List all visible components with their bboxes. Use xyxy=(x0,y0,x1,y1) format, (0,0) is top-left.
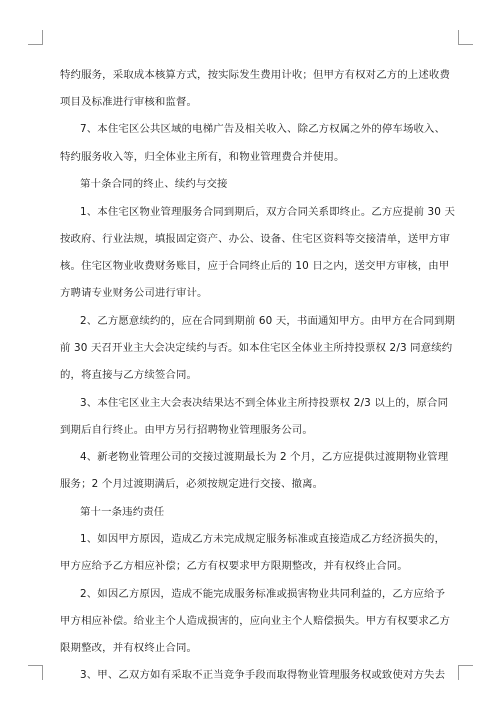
text-line: 4、新老物业管理公司的交接过渡期最长为 2 个月，乙方应提供过渡期物业管理 xyxy=(80,451,449,463)
text-line: 3、本住宅区业主大会表决结果达不到全体业主所持投票权 2/3 以上的，原合同 xyxy=(80,397,449,409)
text-line: 服务；2 个月过渡期满后，必须按规定进行交接、撤离。 xyxy=(60,478,324,490)
text-line: 核。住宅区物业收费财务账目，应于合同终止后的 10 日之内，送交甲方审核，由甲 xyxy=(60,260,450,272)
text-line: 1、如因甲方原因，造成乙方未完成规定服务标准或直接造成乙方经济损失的， xyxy=(80,533,446,545)
text-line: 限期整改，并有权终止合同。 xyxy=(60,642,198,654)
crop-mark-bottom-left xyxy=(28,665,43,680)
text-line: 甲方应给予乙方相应补偿；乙方有权要求甲方限期整改，并有权终止合同。 xyxy=(60,560,408,572)
text-line: 项目及标准进行审核和监督。 xyxy=(60,96,198,108)
section-heading: 第十条合同的终止、续约与交接 xyxy=(80,178,228,190)
text-line: 3、甲、乙双方如有采取不正当竞争手段而取得物业管理服务权或致使对方失去 xyxy=(80,669,446,681)
text-line: 甲方相应补偿。给业主个人造成损害的，应向业主个人赔偿损失。甲方有权要求乙方 xyxy=(60,615,450,627)
section-heading: 第十一条违约责任 xyxy=(80,506,165,518)
text-line: 的，将直接与乙方续签合同。 xyxy=(60,369,198,381)
crop-mark-top-right xyxy=(458,30,473,45)
text-line: 特约服务收入等，归全体业主所有，和物业管理费合并使用。 xyxy=(60,151,345,163)
text-line: 2、如因乙方原因，造成不能完成服务标准或损害物业共同利益的，乙方应给予 xyxy=(80,588,446,600)
text-line: 到期后自行终止。由甲方另行招聘物业管理服务公司。 xyxy=(60,424,313,436)
text-line: 前 30 天召开业主大会决定续约与否。如本住宅区全体业主所持投票权 2/3 同意续约 xyxy=(60,342,453,354)
crop-mark-bottom-right xyxy=(458,665,473,680)
text-line: 按政府、行业法规，填报固定资产、办公、设备、住宅区资料等交接清单，送甲方审 xyxy=(60,233,450,245)
text-line: 2、乙方愿意续约的，应在合同到期前 60 天，书面通知甲方。由甲方在合同到期 xyxy=(80,315,456,327)
text-line: 7、本住宅区公共区域的电梯广告及相关收入、除乙方权属之外的停车场收入、 xyxy=(80,123,446,135)
text-line: 1、本住宅区物业管理服务合同到期后，双方合同关系即终止。乙方应提前 30 天 xyxy=(80,206,456,218)
text-line: 方聘请专业财务公司进行审计。 xyxy=(60,287,208,299)
crop-mark-top-left xyxy=(28,30,43,45)
text-line: 特约服务，采取成本核算方式，按实际发生费用计收；但甲方有权对乙方的上述收费 xyxy=(60,69,450,81)
